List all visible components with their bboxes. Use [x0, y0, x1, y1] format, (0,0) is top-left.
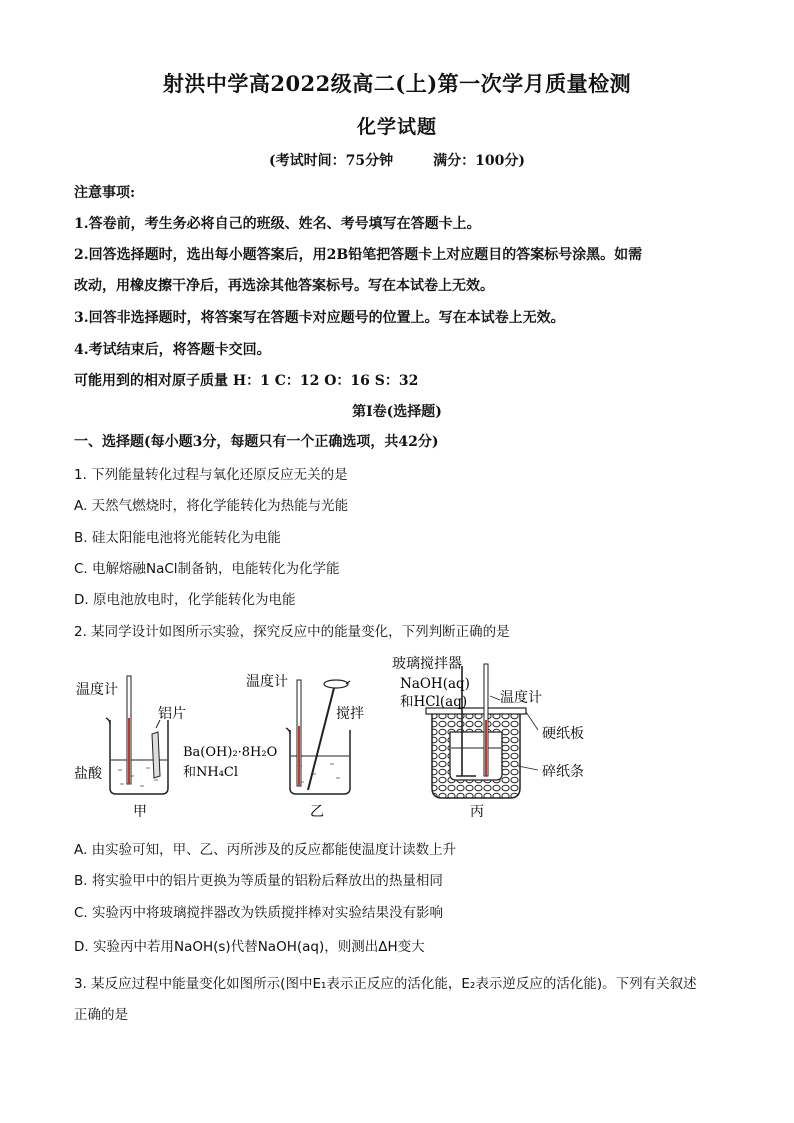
label-jia-thermometer: 温度计: [76, 682, 118, 698]
notice-item-4: 4.考试结束后，将答题卡交回。: [74, 342, 271, 358]
label-yi-stir: 搅拌: [336, 706, 364, 722]
full-score: 满分：100分): [433, 153, 525, 169]
atomic-masses: 可能用到的相对原子质量 H：1 C：12 O：16 S：32: [74, 373, 419, 389]
notice-item-3: 3.回答非选择题时，将答案写在答题卡对应题号的位置上。写在本试卷上无效。: [74, 310, 565, 326]
q2-option-a: A. 由实验可知，甲、乙、丙所涉及的反应都能使温度计读数上升: [74, 842, 457, 858]
q1-option-a: A. 天然气燃烧时，将化学能转化为热能与光能: [74, 498, 349, 514]
q1-option-b: B. 硅太阳能电池将光能转化为电能: [74, 530, 281, 546]
q2-option-d: D. 实验丙中若用NaOH(s)代替NaOH(aq)，则测出ΔH变大: [74, 939, 425, 955]
label-bing-paper: 碎纸条: [542, 764, 584, 780]
q2-option-b: B. 将实验甲中的铝片更换为等质量的铝粉后释放出的热量相同: [74, 873, 443, 889]
q2-stem: 2. 某同学设计如图所示实验，探究反应中的能量变化，下列判断正确的是: [74, 624, 510, 640]
subject-title: 化学试题: [356, 116, 437, 138]
exam-title: 射洪中学高2022级高二(上)第一次学月质量检测: [162, 71, 632, 96]
exam-time: (考试时间：75分钟: [269, 153, 394, 169]
label-jia-acid: 盐酸: [74, 766, 102, 782]
label-yi-reagent-1: Ba(OH)₂·8H₂O: [183, 745, 278, 760]
label-jia-aluminum: 铝片: [158, 706, 186, 722]
label-yi-reagent-2: 和NH₄Cl: [183, 765, 239, 780]
notice-item-2a: 2.回答选择题时，选出每小题答案后，用2B铅笔把答题卡上对应题目的答案标号涂黑。如需: [74, 247, 643, 263]
section-heading: 一、选择题(每小题3分，每题只有一个正确选项，共42分): [74, 434, 439, 450]
caption-yi: 乙: [310, 804, 324, 820]
beaker-yi: [286, 680, 350, 794]
label-bing-stirrer: 玻璃搅拌器: [392, 656, 462, 672]
notice-item-2b: 改动，用橡皮擦干净后，再选涂其他答案标号。写在本试卷上无效。: [74, 278, 494, 294]
label-bing-thermometer: 温度计: [500, 690, 542, 706]
part-title: 第I卷(选择题): [352, 404, 442, 420]
label-bing-hcl: 和HCl(aq): [400, 694, 468, 710]
exam-info: [0, 150, 794, 170]
aluminum-strip: [152, 732, 160, 778]
label-yi-thermometer: 温度计: [246, 674, 288, 690]
q2-option-c: C. 实验丙中将玻璃搅拌器改为铁质搅拌棒对实验结果没有影响: [74, 905, 444, 921]
label-bing-naoh: NaOH(aq): [400, 676, 470, 692]
q3-stem-a: 3. 某反应过程中能量变化如图所示(图中E₁表示正反应的活化能，E₂表示逆反应的活化能)。下列有关叙述: [74, 976, 697, 992]
notice-item-1: 1.答卷前，考生务必将自己的班级、姓名、考号填写在答题卡上。: [74, 216, 481, 232]
q1-option-d: D. 原电池放电时，化学能转化为电能: [74, 592, 296, 608]
q1-stem: 1. 下列能量转化过程与氧化还原反应无关的是: [74, 467, 348, 483]
q1-option-c: C. 电解熔融NaCl制备钠，电能转化为化学能: [74, 561, 340, 577]
caption-bing: 丙: [470, 804, 484, 820]
label-bing-cardboard: 硬纸板: [542, 726, 584, 742]
stirring-rod-yi: [308, 688, 334, 790]
q3-stem-b: 正确的是: [74, 1007, 128, 1023]
q2-apparatus-figure: [60, 648, 620, 826]
notice-heading: 注意事项:: [74, 185, 136, 201]
caption-jia: 甲: [133, 804, 147, 820]
